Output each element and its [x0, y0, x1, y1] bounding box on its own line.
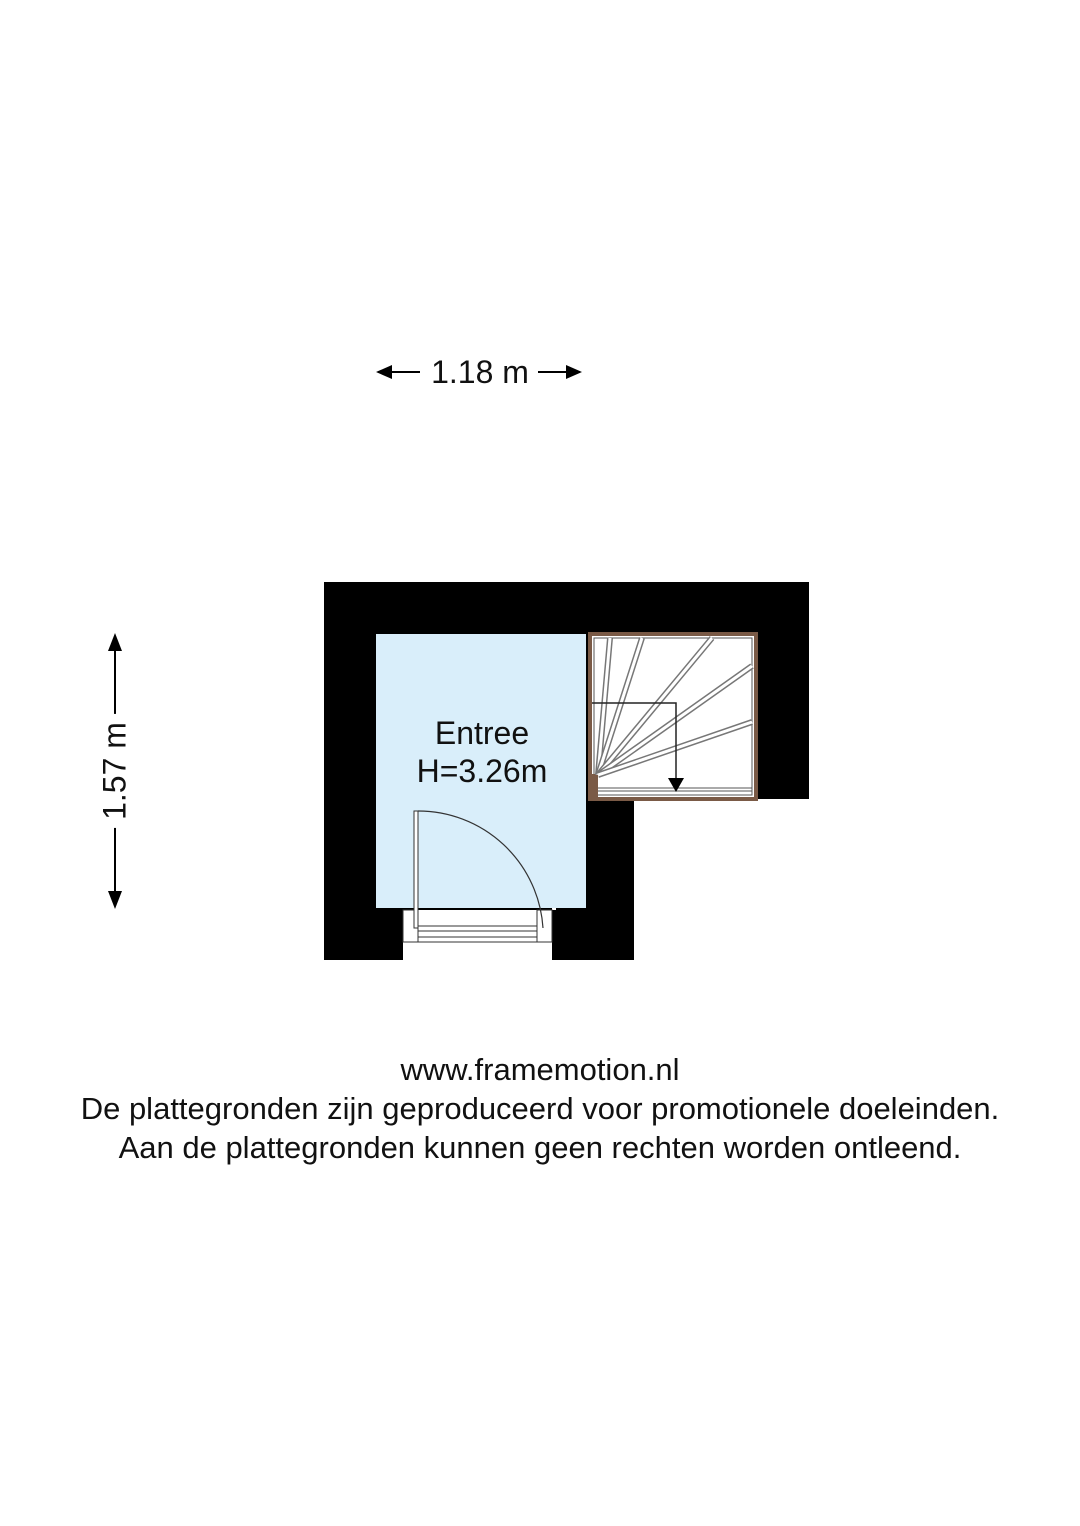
footer [0, 1050, 1080, 1167]
website-link[interactable]: www.framemotion.nl [400, 1052, 680, 1087]
room-name: Entree [434, 715, 530, 751]
width-dimension-label: 1.18 m [431, 354, 529, 390]
room-height: H=3.26m [416, 753, 548, 789]
disclaimer-line-1: De plattegronden zijn geproduceerd voor promotionele doeleinden. [80, 1091, 1000, 1126]
staircase [590, 634, 756, 799]
disclaimer-line-2: Aan de plattegronden kunnen geen rechten worden ontleend. [118, 1130, 962, 1165]
room-label [377, 714, 587, 790]
height-dimension-label: 1.57 m [97, 714, 134, 828]
